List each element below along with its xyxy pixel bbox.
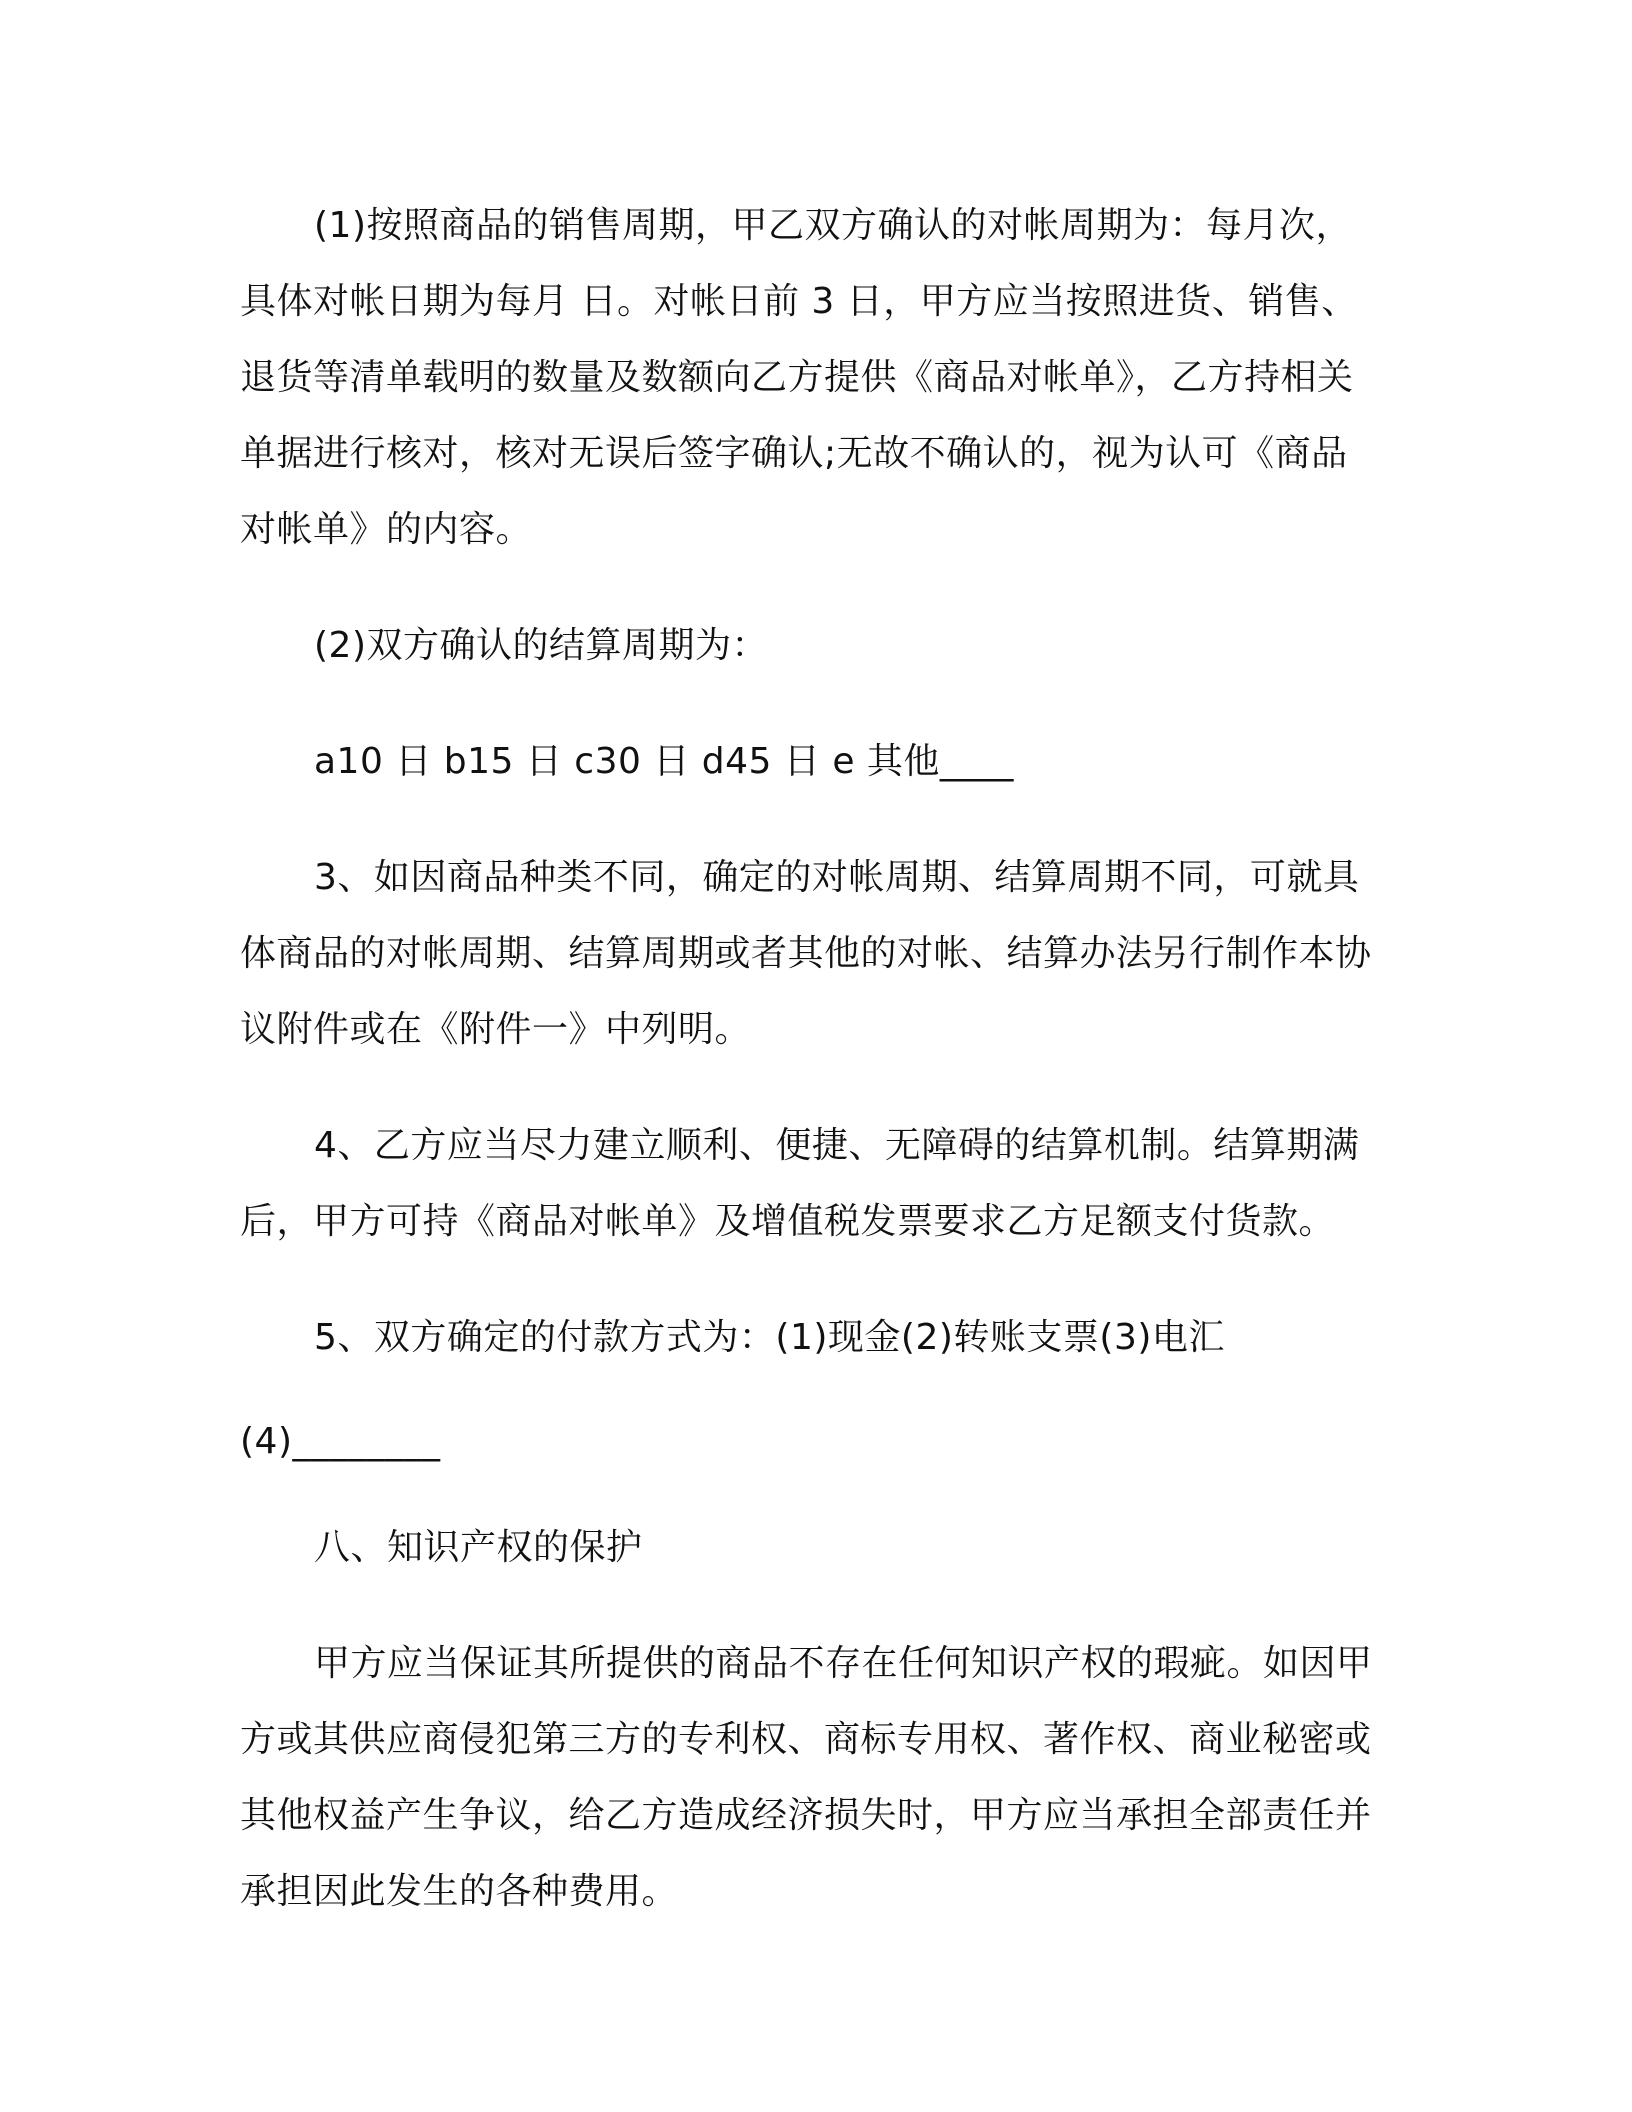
clause-different-categories: 3、如因商品种类不同，确定的对帐周期、结算周期不同，可就具体商品的对帐周期、结算周期或者其他的对帐、结算办法另行制作本协议附件或在《附件一》中列明。: [240, 857, 1372, 1050]
clause-settlement-cycle: (2)双方确认的结算周期为：: [314, 625, 768, 666]
settlement-cycle-options: a10 日 b15 日 c30 日 d45 日 e 其他____: [314, 741, 1014, 782]
document-body: [240, 188, 1380, 1930]
section-heading-ip-protection: 八、知识产权的保护: [314, 1527, 643, 1568]
clause-settlement-mechanism: 4、乙方应当尽力建立顺利、便捷、无障碍的结算机制。结算期满后，甲方可持《商品对帐单》及增值税发票要求乙方足额支付货款。: [240, 1125, 1360, 1242]
clause-ip-warranty: 甲方应当保证其所提供的商品不存在任何知识产权的瑕疵。如因甲方或其供应商侵犯第三方的专利权、商标专用权、著作权、商业秘密或其他权益产生争议，给乙方造成经济损失时，甲方应当承担全部责任并承担因此发生的各种费用。: [240, 1643, 1373, 1912]
clause-payment-method: 5、双方确定的付款方式为：(1)现金(2)转账支票(3)电汇: [314, 1317, 1225, 1358]
payment-method-other: (4)________: [240, 1421, 441, 1462]
clause-reconciliation-cycle: (1)按照商品的销售周期，甲乙双方确认的对帐周期为：每月次，具体对帐日期为每月 日。对帐日前 3 日，甲方应当按照进货、销售、退货等清单载明的数量及数额向乙方提供《商品对帐单》，乙方持相关单据进行核对，核对无误后签字确认;无故不确认的，视为认可《商品对帐单》的内容。: [240, 205, 1358, 550]
